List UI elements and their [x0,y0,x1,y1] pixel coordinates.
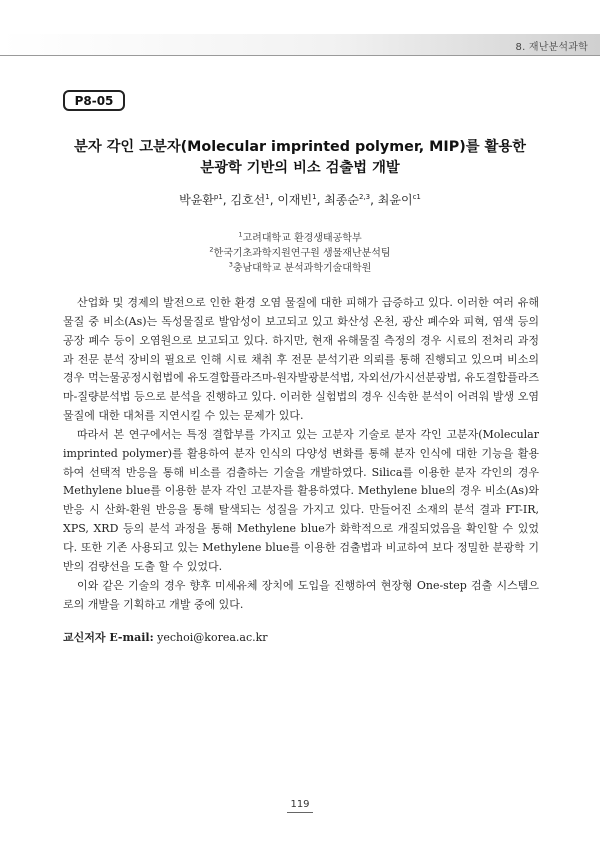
author-affiliation: 1 [312,193,317,201]
author-affiliation: 2,3 [359,193,371,201]
header-bar [0,34,600,55]
page-number-underline [287,812,313,813]
paragraph: 이와 같은 기술의 경우 향후 미세유체 장치에 도입을 진행하여 현장형 One-step 검출 시스템으로의 개발을 기획하고 개발 중에 있다. [63,578,539,611]
paragraph: 따라서 본 연구에서는 특정 결합부를 가지고 있는 고분자 기술로 분자 각인 고분자(Molecular imprinted polymer)를 활용하여 분자 인식의 다양성 변화를 통해 분자 인식에 대한 기능을 활용하여 선택적 반응을 통해 비소를 검출하는 기술을 개발하였다. Silica를 이용한 분자 각인의 경우 Methylene blue를 이용한 분자 각인 고분자를 활용하였다. Methylene blue의 경우 비소(As)와 반응 시 산화-환원 반응을 통해 탈색되는 성질을 가지고 있다. 만들어진 소재의 분석 결과 FT-IR, XPS, XRD 등의 분석 과정을 통해 Methylene blue가 화학적으로 개질되었음을 확인할 수 있었다. 또한 기존 사용되고 있는 Methylene blue를 이용한 검출법과 비교하여 보다 정밀한 분광학 기반의 검량선을 도출 할 수 있었다. [63,427,539,573]
abstract-code-badge: P8-05 [63,90,125,111]
title-line-2: 분광학 기반의 비소 검출법 개발 [200,160,400,176]
corresponding-author [63,629,268,645]
author: 박윤환 [179,193,214,207]
affiliation-number: 1 [238,230,243,239]
title-line-1: 분자 각인 고분자(Molecular imprinted polymer, MIP)를 활용한 [74,139,526,155]
author-list: 박윤환$^{p1}$, 김호선$^1$, 이재빈$^1$, 최종순$^{2,3}$, 최윤이$^{c1}$ [179,193,421,207]
author: 이재빈 [277,193,313,207]
affiliation [0,259,600,274]
author-affiliation: p1 [213,193,223,201]
paragraph: 산업화 및 경제의 발전으로 인한 환경 오염 물질에 대한 피해가 급증하고 있다. 이러한 여러 유해물질 중 비소(As)는 독성물질로 발암성이 보고되고 있고 화산성 온천, 광산 폐수와 피혁, 염색 등의 공장 폐수 등이 오염원으로 보고되고 있다. 하지만, 현재 유해물질 측정의 경우 시료의 전처리 과정과 전문 분석 장비의 필요로 인해 시료 채취 후 전문 분석기관 의뢰를 통해 진행되고 있으며 비소의 경우 먹는물공정시험법에 유도결합플라즈마-원자발광분석법, 자외선/가시선분광법, 유도결합플라즈마-질량분석법 등으로 분석을 진행하고 있다. 이러한 실험법의 경우 신속한 분석이 어려워 발생 오염물질에 대한 대처를 지연시킬 수 있는 문제가 있다. [63,296,539,423]
affiliation-text: 고려대학교 환경생태공학부 [242,233,362,244]
page-number: 119 [290,799,310,810]
author: 최종순 [324,193,359,207]
affiliation-number: 2 [209,245,214,254]
affiliation-number: 3 [228,260,233,269]
affiliation-text: 충남대학교 분석과학기술대학원 [232,263,372,274]
header-divider [0,55,600,56]
section-label: 8. 재난분석과학 [515,42,588,53]
affiliation [0,244,600,259]
contact-label: 교신저자 E-mail: [63,631,154,644]
author: 김호선 [230,193,266,207]
contact-email[interactable]: yechoi@korea.ac.kr [157,631,268,644]
affiliation [0,229,600,244]
affiliation-text: 한국기초과학지원연구원 생물재난분석팀 [213,248,391,259]
abstract-body [63,294,539,614]
author: 최윤이 [377,193,413,207]
author-affiliation: 1 [265,193,270,201]
author-affiliation: c1 [412,193,421,201]
